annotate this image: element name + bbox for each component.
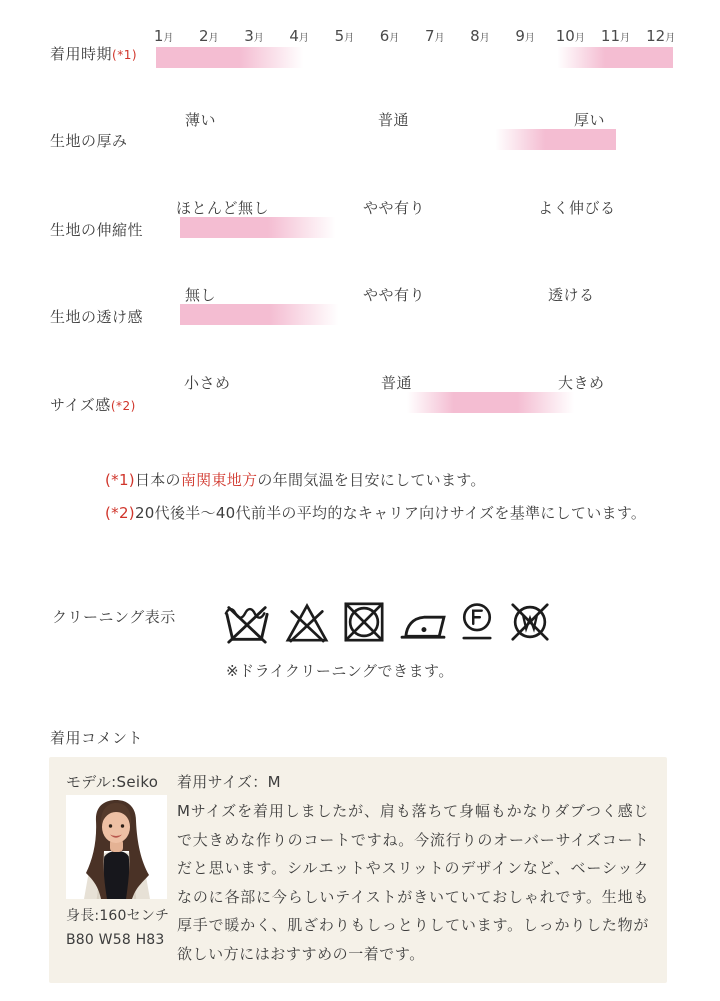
month-label: 7月: [424, 27, 445, 45]
month-suffix: 月: [574, 33, 585, 44]
level-label: よく伸びる: [538, 199, 616, 217]
spec-row-label: 着用時期(*1): [50, 45, 138, 63]
footnote-line: [105, 502, 646, 523]
spec-row-label: 生地の厚み: [50, 132, 128, 150]
comment-panel: [49, 757, 667, 983]
model-photo: [66, 795, 167, 899]
model-height: 身長:160センチ: [66, 908, 170, 924]
spec-table: [0, 0, 720, 440]
do-not-wash-icon: [222, 599, 272, 645]
month-label: 5月: [334, 27, 355, 45]
footnote-red-text: (*2): [105, 504, 135, 522]
spec-row-label: 生地の透け感: [50, 308, 144, 326]
month-suffix: 月: [163, 33, 174, 44]
model-photo-illustration: [66, 795, 167, 899]
rating-bar: [156, 47, 305, 68]
month-suffix: 月: [434, 33, 445, 44]
level-label: やや有り: [363, 199, 426, 217]
months-axis: [141, 27, 683, 45]
month-suffix: 月: [620, 33, 631, 44]
do-not-tumble-dry-icon: [342, 600, 386, 644]
footnote-text: 20代後半～40代前半の平均的なキャリア向けサイズを基準にしています。: [134, 504, 647, 522]
rating-bar: [556, 47, 673, 68]
footnote-line: [105, 469, 646, 490]
footnote-text: 日本の: [134, 471, 181, 489]
model-name: モデル:Seiko: [66, 773, 159, 791]
iron-low-heat-icon: [399, 602, 447, 642]
month-label: 2月: [199, 27, 219, 45]
rating-bar: [494, 129, 616, 150]
month-label: 8月: [470, 27, 490, 45]
month-suffix: 月: [389, 33, 400, 44]
level-label: ほとんど無し: [176, 199, 270, 217]
level-label: 大きめ: [558, 374, 605, 392]
month-suffix: 月: [344, 33, 355, 44]
month-label: 4月: [289, 27, 309, 45]
level-label: 薄い: [185, 111, 217, 129]
month-label: 1月: [153, 27, 174, 45]
month-suffix: 月: [208, 33, 219, 44]
comment-body: Mサイズを着用しましたが、肩も落ちて身幅もかなりダブつく感じで大きめな作りのコートですね。今流行りのオーバーサイズコートだと思います。シルエットやスリットのデザインなど、ベーシックなのに各部に今らしいテイストがきいていておしゃれです。生地も厚手で暖かく、肌ざわりもしっとりしています。しっかりした物が欲しい方にはおすすめの一着です。: [177, 802, 649, 963]
level-label: 普通: [378, 111, 410, 129]
month-label: 9月: [515, 27, 535, 45]
month-suffix: 月: [479, 33, 490, 44]
rating-bar: [180, 304, 340, 325]
footnote-marker: (*2): [110, 399, 136, 413]
spec-row-label: 生地の伸縮性: [50, 221, 144, 239]
rating-bar: [180, 217, 337, 238]
wearing-size: 着用サイズ：M: [177, 773, 281, 791]
level-label: 普通: [381, 374, 413, 392]
month-label: 12月: [646, 27, 676, 45]
month-suffix: 月: [298, 33, 309, 44]
month-label: 10月: [555, 27, 585, 45]
dry-clean-petroleum-F-icon: [460, 602, 494, 642]
month-label: 6月: [379, 27, 400, 45]
month-suffix: 月: [253, 33, 264, 44]
level-label: 小さめ: [184, 374, 231, 392]
rating-bar: [407, 392, 574, 413]
level-label: 無し: [185, 286, 217, 304]
footnote-red-text: (*1): [105, 471, 135, 489]
model-measurements: B80 W58 H83: [66, 932, 165, 948]
footnote-text: の年間気温を目安にしています。: [257, 471, 486, 489]
footnote-marker: (*1): [112, 48, 138, 62]
cleaning-note: ※ドライクリーニングできます。: [226, 662, 454, 680]
footnote-red-text: 南関東地方: [180, 471, 258, 489]
month-label: 3月: [244, 27, 264, 45]
care-symbols: [222, 597, 553, 647]
cleaning-label: クリーニング表示: [52, 608, 176, 626]
spec-row-label: サイズ感(*2): [50, 396, 136, 414]
month-suffix: 月: [665, 33, 676, 44]
level-label: やや有り: [363, 286, 426, 304]
do-not-bleach-icon: [285, 600, 329, 644]
do-not-wet-clean-icon: [507, 599, 553, 645]
level-label: 透ける: [548, 286, 595, 304]
level-label: 厚い: [574, 111, 606, 129]
footnotes-section: [105, 469, 646, 535]
month-label: 11月: [600, 27, 631, 45]
month-suffix: 月: [524, 33, 535, 44]
comment-heading: 着用コメント: [50, 729, 144, 747]
